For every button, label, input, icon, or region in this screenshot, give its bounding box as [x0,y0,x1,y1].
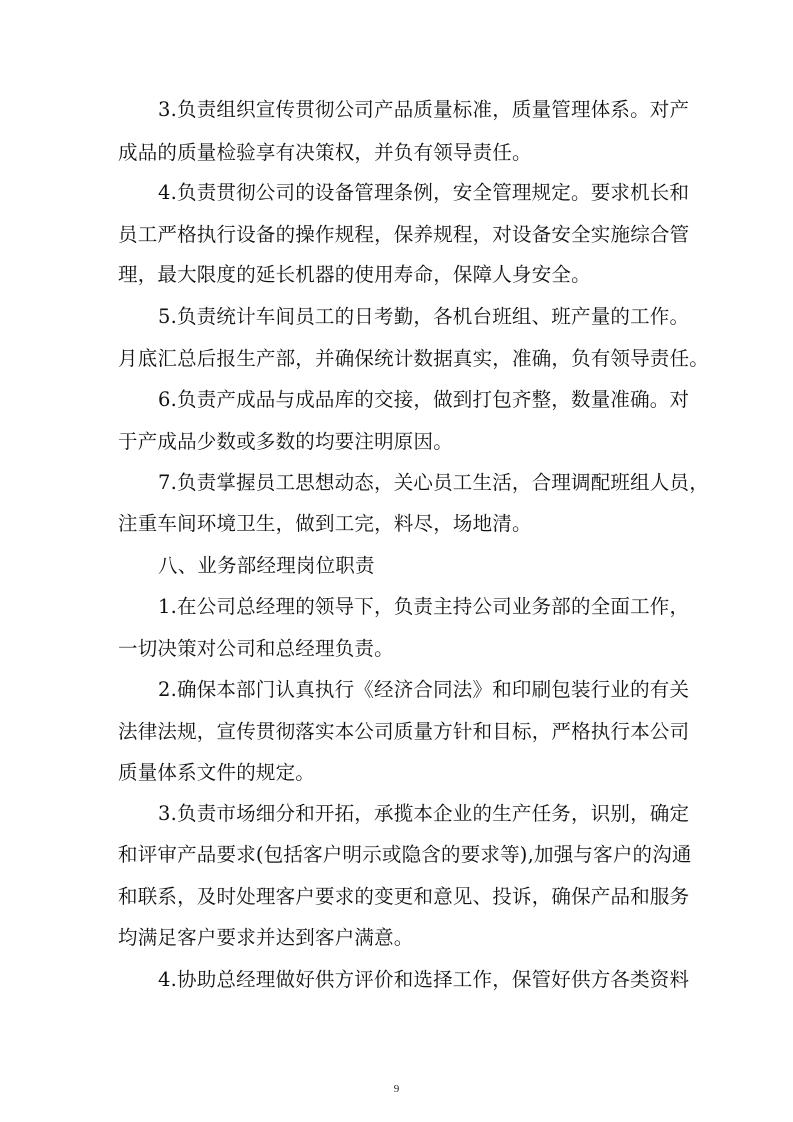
paragraph-line: 均满足客户要求并达到客户满意。 [118,926,414,949]
paragraph-line: 注重车间环境卫生，做到工完，料尽，场地清。 [118,512,532,535]
paragraph-line: 7.负责掌握员工思想动态，关心员工生活，合理调配班组人员， [158,471,709,494]
paragraph-line: 和联系，及时处理客户要求的变更和意见、投诉，确保产品和服务 [118,885,690,908]
paragraph-line: 2.确保本部门认真执行《经济合同法》和印刷包装行业的有关 [158,678,690,701]
section-heading: 八、业务部经理岗位职责 [158,554,375,577]
paragraph-line: 4.协助总经理做好供方评价和选择工作，保管好供方各类资料 [158,968,690,991]
paragraph-line: 3.负责组织宣传贯彻公司产品质量标准，质量管理体系。对产 [158,98,690,121]
paragraph-line: 理，最大限度的延长机器的使用寿命，保障人身安全。 [118,263,591,286]
paragraph-line: 4.负责贯彻公司的设备管理条例，安全管理规定。要求机长和 [158,181,690,204]
paragraph-line: 5.负责统计车间员工的日考勤，各机台班组、班产量的工作。 [158,305,690,328]
paragraph-line: 一切决策对公司和总经理负责。 [118,637,394,660]
paragraph-line: 和评审产品要求(包括客户明示或隐含的要求等),加强与客户的沟通 [118,843,692,866]
paragraph-line: 3.负责市场细分和开拓，承揽本企业的生产任务，识别，确定 [158,802,690,825]
paragraph-line: 6.负责产成品与成品库的交接，做到打包齐整，数量准确。对 [158,388,690,411]
page-number: 9 [393,1083,400,1095]
paragraph-line: 1.在公司总经理的领导下，负责主持公司业务部的全面工作， [158,595,690,618]
paragraph-line: 成品的质量检验享有决策权，并负有领导责任。 [118,141,532,164]
paragraph-line: 于产成品少数或多数的均要注明原因。 [118,430,453,453]
paragraph-line: 质量体系文件的规定。 [118,761,316,784]
paragraph-line: 月底汇总后报生产部，并确保统计数据真实，准确，负有领导责任。 [118,347,710,370]
paragraph-line: 员工严格执行设备的操作规程，保养规程，对设备安全实施综合管 [118,223,690,246]
paragraph-line: 法律法规，宣传贯彻落实本公司质量方针和目标，严格执行本公司 [118,720,690,743]
